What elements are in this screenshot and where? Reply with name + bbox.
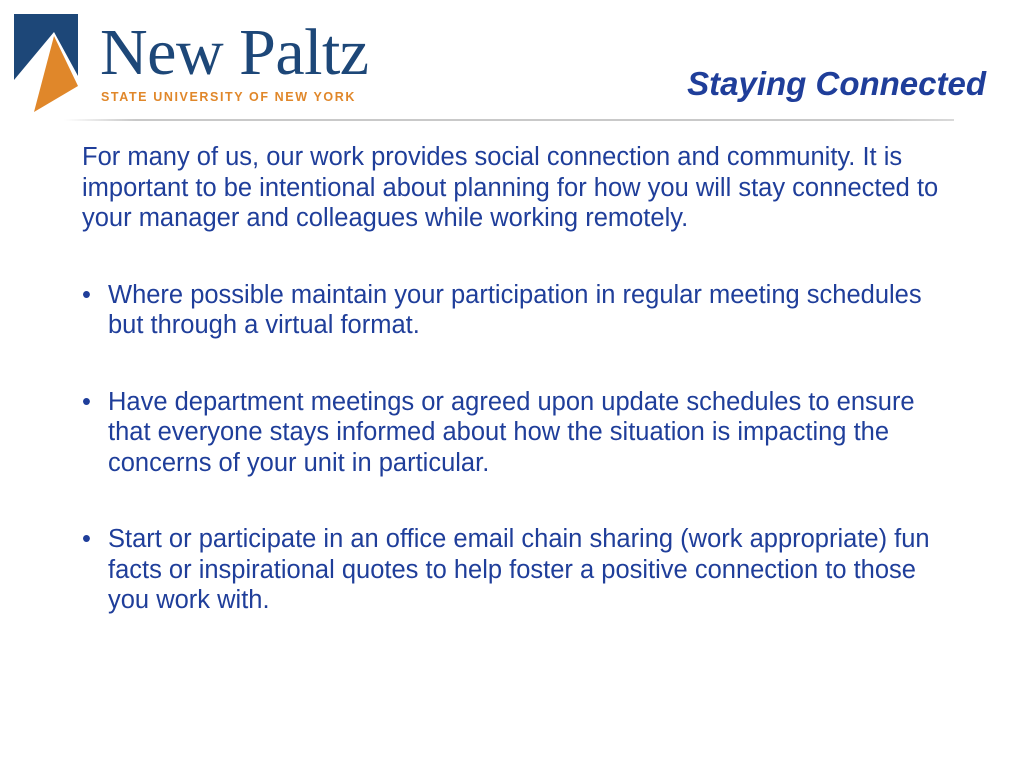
bullet-list	[82, 280, 962, 616]
logo-tagline: STATE UNIVERSITY OF NEW YORK	[101, 90, 357, 104]
logo-wordmark: New Paltz	[100, 16, 369, 89]
bullet-item	[82, 387, 962, 479]
bullet-text: Start or participate in an office email chain sharing (work appropriate) fun facts or inspirational quotes to help foster a positive connection to those you work with.	[108, 525, 930, 614]
bullet-icon: •	[82, 525, 91, 553]
bullet-item	[82, 280, 962, 341]
new-paltz-logo-icon	[14, 14, 80, 114]
slide-title: Staying Connected	[687, 65, 986, 102]
bullet-item	[82, 524, 962, 616]
title-divider	[64, 119, 954, 121]
bullet-icon: •	[82, 387, 91, 416]
bullet-icon: •	[82, 280, 91, 309]
intro-paragraph: For many of us, our work provides social connection and community. It is important to be intentional about planning for how you will stay connected to your manager and colleagues while working remotely.	[82, 143, 939, 232]
slide-body	[82, 142, 962, 662]
bullet-text: Have department meetings or agreed upon update schedules to ensure that everyone stays informed about how the situation is impacting the concerns of your unit in particular.	[108, 387, 915, 477]
bullet-text: Where possible maintain your participation in regular meeting schedules but through a virtual format.	[108, 280, 922, 339]
